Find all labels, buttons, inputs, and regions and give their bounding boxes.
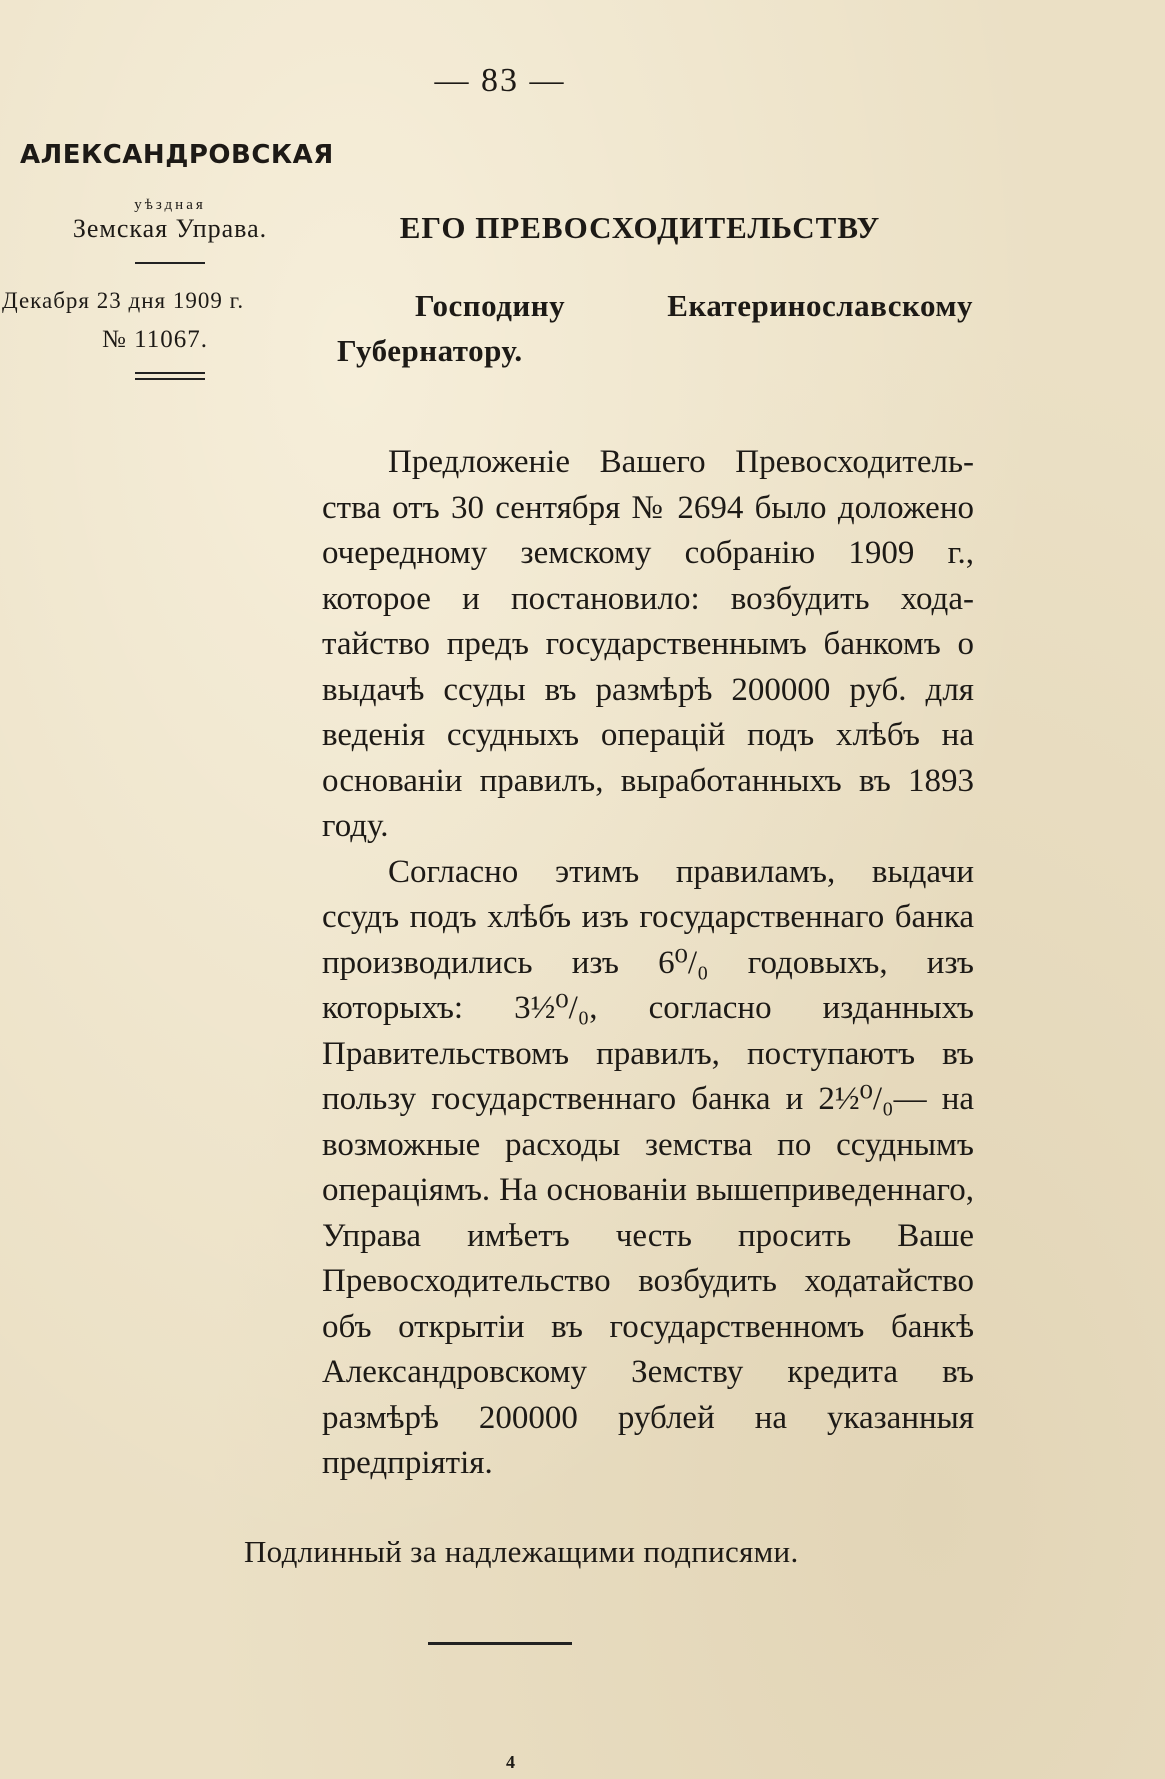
- signature-mark: 4: [506, 1752, 515, 1772]
- body-paragraph-1: Предложенiе Вашего Превосходительства отъ 30 сентября № 2694 было доложено очередному земскому собранiю 1909 г., которое и постановило: возбудить ходатайство предъ государственнымъ банкомъ о выдачѣ ссуды въ размѣрѣ 200000 руб. для веденiя ссудныхъ операцiй подъ хлѣбъ на основанiи правилъ, выработанныхъ въ 1893 году.: [322, 444, 974, 844]
- sender-reference-number: № 11067.: [102, 326, 208, 353]
- closing-note: Подлинный за надлежащими подписями.: [244, 1534, 799, 1569]
- sender-board: Земская Управа.: [72, 214, 268, 243]
- sender-date: Декабря 23 дня 1909 г.: [2, 288, 245, 313]
- sender-type: уѣздная: [134, 197, 206, 213]
- body-paragraph-2: Согласно этимъ правиламъ, выдачи ссудъ подъ хлѣбъ изъ государственнаго банка производились изъ 6⁰/₀ годовыхъ, изъ которыхъ: 3½⁰/₀, согласно изданныхъ Правительствомъ правилъ, поступаютъ въ пользу государственнаго банка и 2½⁰/₀— на возможные расходы земства по ссуднымъ операцiямъ. На основанiи вышеприведеннаго, Управа имѣетъ честь просить Ваше Превосходительство возбудить ходатайство объ открытiи въ государственномъ банкѣ Александровскому Земству кредита въ размѣрѣ 200000 рублей на указанныя предпрiятiя.: [322, 853, 974, 1481]
- sender-organization: АЛЕКСАНДРОВСКАЯ: [20, 140, 334, 170]
- letter-body: [322, 440, 974, 1487]
- sender-divider: [135, 262, 205, 264]
- addressee-word-region: Екатеринославскому: [667, 288, 973, 323]
- closing-divider: [428, 1642, 572, 1645]
- addressee-line: [337, 288, 973, 324]
- addressee-title: ЕГО ПРЕВОСХОДИТЕЛЬСТВУ: [399, 210, 881, 245]
- page-number: — 83 —: [434, 62, 566, 99]
- addressee-governor: Губернатору.: [337, 333, 523, 368]
- sender-double-divider: [135, 372, 205, 380]
- sender-block: [2, 140, 334, 380]
- addressee-word-mister: Господину: [415, 288, 566, 323]
